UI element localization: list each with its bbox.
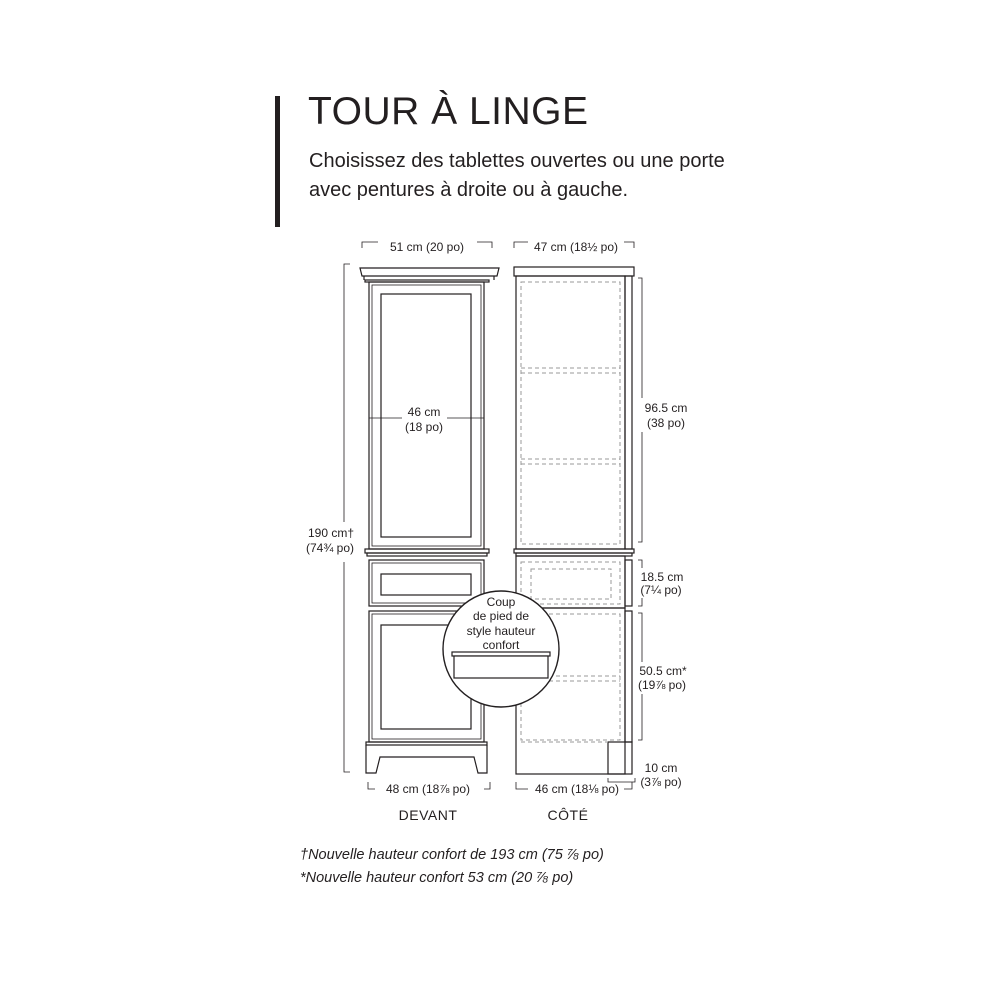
front-height-dimension: [344, 264, 350, 772]
front-view-label: DEVANT: [398, 807, 458, 823]
front-height-in-label: (74¾ po): [305, 541, 355, 555]
page-title: TOUR À LINGE: [308, 90, 589, 133]
side-view-label: CÔTÉ: [547, 807, 589, 823]
front-height-cm-label: 190 cm†: [307, 526, 355, 540]
callout-line-1: Coup: [486, 595, 516, 609]
callout-line-4: confort: [482, 638, 520, 652]
side-depth-bottom-label: 46 cm (18⅛ po): [534, 782, 620, 796]
front-width-bottom-label: 48 cm (18⅞ po): [385, 782, 471, 796]
side-upper-dimension: [638, 278, 642, 542]
footnote-asterisk: *Nouvelle hauteur confort 53 cm (20 ⅞ po): [300, 870, 574, 886]
side-toe-cm-label: 10 cm: [644, 761, 678, 775]
side-upper-cm-label: 96.5 cm: [644, 401, 688, 415]
front-width-top-label: 51 cm (20 po): [389, 240, 465, 254]
front-door-width-cm-label: 46 cm: [407, 405, 441, 419]
side-toe-in-label: (3⅞ po): [640, 775, 682, 789]
callout-line-2: de pied de: [472, 609, 530, 623]
side-upper-in-label: (38 po): [646, 416, 686, 430]
side-depth-top-label: 47 cm (18½ po): [533, 240, 619, 254]
side-lower-in-label: (19⅞ po): [637, 678, 687, 692]
footnote-dagger: †Nouvelle hauteur confort de 193 cm (75 ⅞ po): [300, 847, 604, 863]
page-subtitle: Choisissez des tablettes ouvertes ou une porte avec pentures à droite ou à gauche.: [309, 150, 725, 201]
side-lower-cm-label: 50.5 cm*: [639, 664, 687, 678]
callout-line-3: style hauteur: [466, 624, 536, 638]
side-drawer-in-label: (7¼ po): [640, 583, 682, 597]
front-door-width-in-label: (18 po): [404, 420, 444, 434]
side-drawer-cm-label: 18.5 cm: [640, 570, 684, 584]
